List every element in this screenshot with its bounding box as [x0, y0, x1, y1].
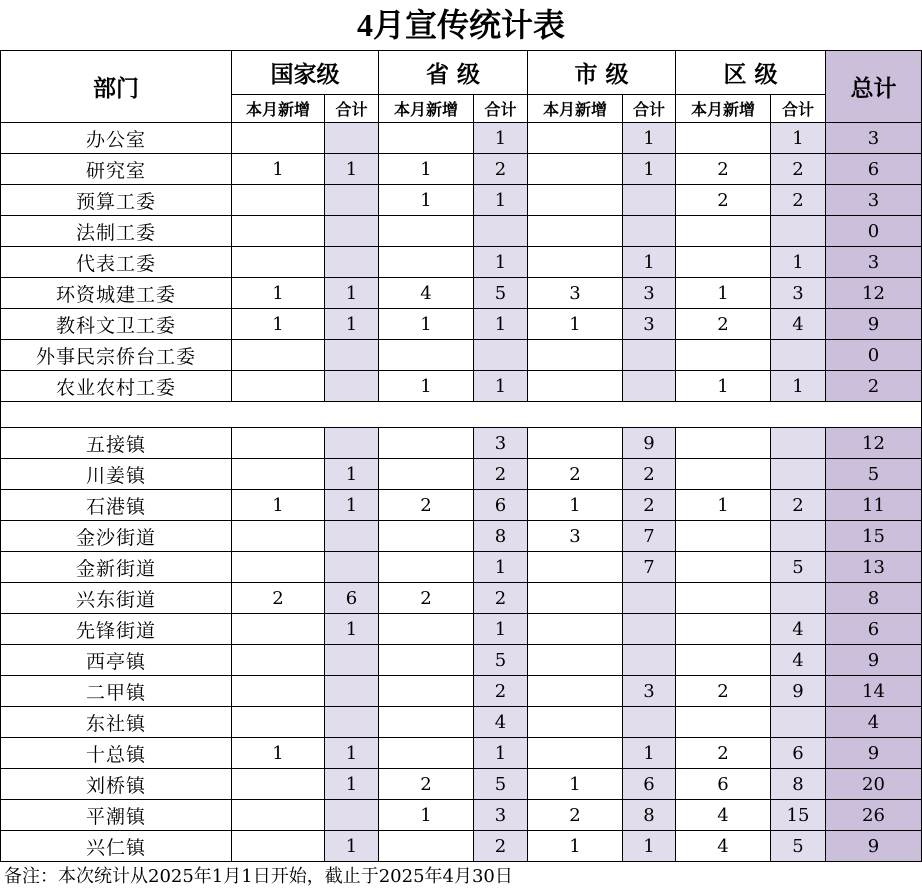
- table-row: [1, 216, 922, 247]
- dept-name-cell: 兴东街道: [1, 583, 232, 614]
- provincial-new-cell: 1: [379, 371, 474, 402]
- provincial-new-cell: [379, 459, 474, 490]
- city-new-cell: [528, 428, 623, 459]
- provincial-new-cell: 2: [379, 583, 474, 614]
- provincial-new-cell: 1: [379, 154, 474, 185]
- city-new-header: 本月新增: [528, 95, 623, 123]
- national-total-cell: 1: [325, 738, 379, 769]
- table-row: [1, 738, 922, 769]
- district-total-header: 合计: [771, 95, 826, 123]
- national-total-cell: [325, 428, 379, 459]
- table-row: [1, 676, 922, 707]
- city-total-header: 合计: [623, 95, 676, 123]
- city-total-cell: [623, 614, 676, 645]
- national-total-cell: 1: [325, 769, 379, 800]
- provincial-new-cell: [379, 123, 474, 154]
- provincial-new-cell: 2: [379, 490, 474, 521]
- national-new-cell: [232, 800, 325, 831]
- provincial-new-cell: [379, 614, 474, 645]
- district-new-cell: 1: [676, 490, 771, 521]
- district-total-cell: 2: [771, 185, 826, 216]
- district-total-cell: [771, 583, 826, 614]
- district-new-cell: [676, 645, 771, 676]
- district-new-cell: 2: [676, 185, 771, 216]
- national-new-cell: [232, 676, 325, 707]
- city-total-cell: 7: [623, 521, 676, 552]
- district-new-cell: 1: [676, 371, 771, 402]
- city-new-cell: [528, 154, 623, 185]
- provincial-total-cell: [474, 216, 528, 247]
- provincial-total-cell: 1: [474, 371, 528, 402]
- national-level-header: 国家级: [232, 51, 379, 95]
- grand-total-cell: 6: [826, 154, 922, 185]
- city-total-cell: [623, 216, 676, 247]
- city-new-cell: [528, 738, 623, 769]
- city-new-cell: 3: [528, 521, 623, 552]
- provincial-new-cell: [379, 676, 474, 707]
- city-new-cell: 3: [528, 278, 623, 309]
- provincial-new-cell: [379, 831, 474, 862]
- grand-total-cell: 6: [826, 614, 922, 645]
- district-total-cell: [771, 707, 826, 738]
- header-row-groups: [1, 51, 922, 95]
- district-new-cell: [676, 521, 771, 552]
- table-row: [1, 278, 922, 309]
- table-row: [1, 490, 922, 521]
- dept-name-cell: 环资城建工委: [1, 278, 232, 309]
- provincial-total-cell: 8: [474, 521, 528, 552]
- city-total-cell: [623, 707, 676, 738]
- dept-name-cell: 兴仁镇: [1, 831, 232, 862]
- dept-name-cell: 二甲镇: [1, 676, 232, 707]
- national-new-cell: [232, 614, 325, 645]
- district-new-cell: [676, 428, 771, 459]
- dept-name-cell: 五接镇: [1, 428, 232, 459]
- national-new-header: 本月新增: [232, 95, 325, 123]
- table-row: [1, 154, 922, 185]
- city-total-cell: [623, 583, 676, 614]
- district-total-cell: 3: [771, 278, 826, 309]
- provincial-total-cell: 1: [474, 123, 528, 154]
- national-total-cell: 6: [325, 583, 379, 614]
- dept-name-cell: 东社镇: [1, 707, 232, 738]
- city-new-cell: [528, 340, 623, 371]
- city-level-header: 市 级: [528, 51, 676, 95]
- provincial-new-cell: 1: [379, 309, 474, 340]
- city-total-cell: 3: [623, 309, 676, 340]
- city-new-cell: 2: [528, 459, 623, 490]
- footnote: 备注：本次统计从2025年1月1日开始，截止于2025年4月30日: [4, 866, 513, 887]
- district-total-cell: 9: [771, 676, 826, 707]
- dept-name-cell: 石港镇: [1, 490, 232, 521]
- national-new-cell: [232, 769, 325, 800]
- city-total-cell: 1: [623, 247, 676, 278]
- grand-total-cell: 20: [826, 769, 922, 800]
- provincial-total-cell: 2: [474, 831, 528, 862]
- provincial-new-cell: [379, 645, 474, 676]
- table-row: [1, 521, 922, 552]
- grand-total-cell: 12: [826, 278, 922, 309]
- provincial-total-cell: 5: [474, 645, 528, 676]
- district-total-cell: 5: [771, 552, 826, 583]
- district-total-cell: 6: [771, 738, 826, 769]
- national-new-cell: 1: [232, 154, 325, 185]
- provincial-new-cell: [379, 738, 474, 769]
- district-total-cell: 4: [771, 645, 826, 676]
- grand-total-cell: 11: [826, 490, 922, 521]
- district-total-cell: 4: [771, 309, 826, 340]
- table-row: [1, 247, 922, 278]
- district-new-cell: [676, 459, 771, 490]
- national-new-cell: [232, 216, 325, 247]
- provincial-new-cell: [379, 552, 474, 583]
- national-total-cell: [325, 247, 379, 278]
- national-total-cell: [325, 216, 379, 247]
- national-total-cell: [325, 185, 379, 216]
- national-total-header: 合计: [325, 95, 379, 123]
- provincial-total-cell: 2: [474, 459, 528, 490]
- grand-total-cell: 12: [826, 428, 922, 459]
- national-new-cell: 1: [232, 490, 325, 521]
- dept-name-cell: 川姜镇: [1, 459, 232, 490]
- national-total-cell: 1: [325, 490, 379, 521]
- grand-total-cell: 9: [826, 738, 922, 769]
- provincial-new-cell: [379, 216, 474, 247]
- grand-total-cell: 5: [826, 459, 922, 490]
- grand-total-cell: 0: [826, 216, 922, 247]
- dept-name-cell: 研究室: [1, 154, 232, 185]
- district-new-cell: [676, 583, 771, 614]
- table-row: [1, 614, 922, 645]
- district-new-cell: [676, 707, 771, 738]
- provincial-new-cell: 4: [379, 278, 474, 309]
- national-new-cell: [232, 831, 325, 862]
- city-new-cell: [528, 645, 623, 676]
- district-new-cell: [676, 552, 771, 583]
- table-row: [1, 645, 922, 676]
- city-total-cell: 3: [623, 676, 676, 707]
- provincial-new-cell: 2: [379, 769, 474, 800]
- provincial-total-cell: 4: [474, 707, 528, 738]
- dept-name-cell: 代表工委: [1, 247, 232, 278]
- dept-name-cell: 法制工委: [1, 216, 232, 247]
- dept-name-cell: 金新街道: [1, 552, 232, 583]
- district-total-cell: 8: [771, 769, 826, 800]
- city-new-cell: [528, 583, 623, 614]
- city-new-cell: [528, 552, 623, 583]
- district-new-cell: [676, 340, 771, 371]
- national-new-cell: 2: [232, 583, 325, 614]
- provincial-total-cell: 6: [474, 490, 528, 521]
- provincial-total-cell: [474, 340, 528, 371]
- grand-total-cell: 3: [826, 185, 922, 216]
- grand-total-cell: 3: [826, 123, 922, 154]
- statistics-table: [0, 50, 922, 862]
- grand-total-cell: 3: [826, 247, 922, 278]
- city-new-cell: [528, 614, 623, 645]
- district-total-cell: [771, 216, 826, 247]
- national-new-cell: 1: [232, 278, 325, 309]
- city-new-cell: [528, 123, 623, 154]
- district-new-cell: 4: [676, 800, 771, 831]
- national-total-cell: [325, 676, 379, 707]
- district-total-cell: 1: [771, 123, 826, 154]
- district-new-cell: [676, 247, 771, 278]
- national-total-cell: [325, 707, 379, 738]
- city-new-cell: 1: [528, 831, 623, 862]
- section-divider-row: [1, 402, 922, 428]
- district-total-cell: [771, 428, 826, 459]
- district-new-cell: 1: [676, 278, 771, 309]
- national-total-cell: [325, 521, 379, 552]
- dept-name-cell: 金沙街道: [1, 521, 232, 552]
- table-row: [1, 831, 922, 862]
- table-row: [1, 340, 922, 371]
- dept-header: 部门: [1, 51, 232, 123]
- provincial-total-cell: 3: [474, 800, 528, 831]
- district-new-cell: [676, 216, 771, 247]
- grand-total-cell: 2: [826, 371, 922, 402]
- district-new-cell: [676, 614, 771, 645]
- national-total-cell: [325, 340, 379, 371]
- national-new-cell: [232, 552, 325, 583]
- district-total-cell: 5: [771, 831, 826, 862]
- grand-total-cell: 0: [826, 340, 922, 371]
- city-total-cell: 2: [623, 490, 676, 521]
- table-row: [1, 552, 922, 583]
- district-new-header: 本月新增: [676, 95, 771, 123]
- district-new-cell: 6: [676, 769, 771, 800]
- provincial-total-cell: 1: [474, 309, 528, 340]
- grand-total-cell: 26: [826, 800, 922, 831]
- grand-total-cell: 9: [826, 309, 922, 340]
- national-total-cell: 1: [325, 459, 379, 490]
- dept-name-cell: 农业农村工委: [1, 371, 232, 402]
- grand-total-cell: 9: [826, 645, 922, 676]
- city-total-cell: 3: [623, 278, 676, 309]
- national-new-cell: [232, 459, 325, 490]
- district-total-cell: [771, 340, 826, 371]
- national-total-cell: [325, 645, 379, 676]
- dept-name-cell: 教科文卫工委: [1, 309, 232, 340]
- grand-total-cell: 13: [826, 552, 922, 583]
- district-total-cell: 2: [771, 490, 826, 521]
- national-new-cell: [232, 340, 325, 371]
- national-new-cell: [232, 707, 325, 738]
- dept-name-cell: 刘桥镇: [1, 769, 232, 800]
- district-total-cell: 1: [771, 371, 826, 402]
- national-new-cell: [232, 185, 325, 216]
- provincial-total-cell: 3: [474, 428, 528, 459]
- national-new-cell: [232, 247, 325, 278]
- city-new-cell: 2: [528, 800, 623, 831]
- national-new-cell: 1: [232, 309, 325, 340]
- dept-name-cell: 外事民宗侨台工委: [1, 340, 232, 371]
- district-new-cell: 2: [676, 676, 771, 707]
- grand-total-cell: 9: [826, 831, 922, 862]
- national-total-cell: [325, 800, 379, 831]
- national-new-cell: [232, 521, 325, 552]
- national-new-cell: 1: [232, 738, 325, 769]
- city-total-cell: [623, 340, 676, 371]
- city-total-cell: 1: [623, 154, 676, 185]
- dept-name-cell: 十总镇: [1, 738, 232, 769]
- city-total-cell: [623, 371, 676, 402]
- provincial-new-cell: [379, 340, 474, 371]
- city-total-cell: 7: [623, 552, 676, 583]
- dept-name-cell: 西亭镇: [1, 645, 232, 676]
- provincial-total-cell: 2: [474, 154, 528, 185]
- national-new-cell: [232, 123, 325, 154]
- district-new-cell: 2: [676, 154, 771, 185]
- provincial-new-cell: [379, 707, 474, 738]
- table-row: [1, 123, 922, 154]
- national-total-cell: [325, 552, 379, 583]
- district-total-cell: 2: [771, 154, 826, 185]
- district-level-header: 区 级: [676, 51, 826, 95]
- provincial-total-cell: 1: [474, 185, 528, 216]
- grand-total-cell: 8: [826, 583, 922, 614]
- table-row: [1, 459, 922, 490]
- provincial-new-header: 本月新增: [379, 95, 474, 123]
- provincial-level-header: 省 级: [379, 51, 528, 95]
- district-total-cell: 15: [771, 800, 826, 831]
- dept-name-cell: 先锋街道: [1, 614, 232, 645]
- table-title: 4月宣传统计表: [356, 7, 565, 43]
- provincial-total-cell: 5: [474, 769, 528, 800]
- city-new-cell: [528, 247, 623, 278]
- provincial-total-cell: 1: [474, 614, 528, 645]
- city-total-cell: 2: [623, 459, 676, 490]
- city-new-cell: [528, 185, 623, 216]
- city-new-cell: [528, 707, 623, 738]
- city-new-cell: [528, 676, 623, 707]
- table-row: [1, 185, 922, 216]
- city-new-cell: 1: [528, 309, 623, 340]
- section-divider-cell: [1, 402, 922, 428]
- grand-total-cell: 15: [826, 521, 922, 552]
- table-row: [1, 309, 922, 340]
- provincial-total-cell: 2: [474, 676, 528, 707]
- table-row: [1, 583, 922, 614]
- city-new-cell: [528, 216, 623, 247]
- table-row: [1, 707, 922, 738]
- national-total-cell: 1: [325, 309, 379, 340]
- provincial-new-cell: 1: [379, 800, 474, 831]
- national-total-cell: [325, 123, 379, 154]
- provincial-new-cell: 1: [379, 185, 474, 216]
- district-total-cell: [771, 459, 826, 490]
- grand-total-cell: 4: [826, 707, 922, 738]
- district-new-cell: 4: [676, 831, 771, 862]
- table-row: [1, 769, 922, 800]
- city-total-cell: 1: [623, 831, 676, 862]
- national-total-cell: [325, 371, 379, 402]
- district-new-cell: 2: [676, 309, 771, 340]
- table-row: [1, 371, 922, 402]
- city-new-cell: 1: [528, 769, 623, 800]
- grand-total-header: 总计: [826, 51, 922, 123]
- city-total-cell: 1: [623, 738, 676, 769]
- district-new-cell: 2: [676, 738, 771, 769]
- city-total-cell: [623, 185, 676, 216]
- city-total-cell: 6: [623, 769, 676, 800]
- provincial-total-cell: 5: [474, 278, 528, 309]
- city-new-cell: [528, 371, 623, 402]
- table-row: [1, 800, 922, 831]
- national-total-cell: 1: [325, 831, 379, 862]
- provincial-total-cell: 1: [474, 552, 528, 583]
- district-total-cell: [771, 521, 826, 552]
- provincial-total-cell: 1: [474, 247, 528, 278]
- district-total-cell: 4: [771, 614, 826, 645]
- provincial-new-cell: [379, 521, 474, 552]
- city-total-cell: [623, 645, 676, 676]
- national-total-cell: 1: [325, 278, 379, 309]
- table-row: [1, 428, 922, 459]
- district-new-cell: [676, 123, 771, 154]
- city-new-cell: 1: [528, 490, 623, 521]
- dept-name-cell: 平潮镇: [1, 800, 232, 831]
- city-total-cell: 8: [623, 800, 676, 831]
- grand-total-cell: 14: [826, 676, 922, 707]
- national-new-cell: [232, 428, 325, 459]
- national-total-cell: 1: [325, 154, 379, 185]
- provincial-new-cell: [379, 247, 474, 278]
- provincial-total-cell: 2: [474, 583, 528, 614]
- dept-name-cell: 预算工委: [1, 185, 232, 216]
- national-new-cell: [232, 645, 325, 676]
- district-total-cell: 1: [771, 247, 826, 278]
- national-total-cell: 1: [325, 614, 379, 645]
- city-total-cell: 9: [623, 428, 676, 459]
- city-total-cell: 1: [623, 123, 676, 154]
- provincial-total-cell: 1: [474, 738, 528, 769]
- dept-name-cell: 办公室: [1, 123, 232, 154]
- national-new-cell: [232, 371, 325, 402]
- provincial-total-header: 合计: [474, 95, 528, 123]
- provincial-new-cell: [379, 428, 474, 459]
